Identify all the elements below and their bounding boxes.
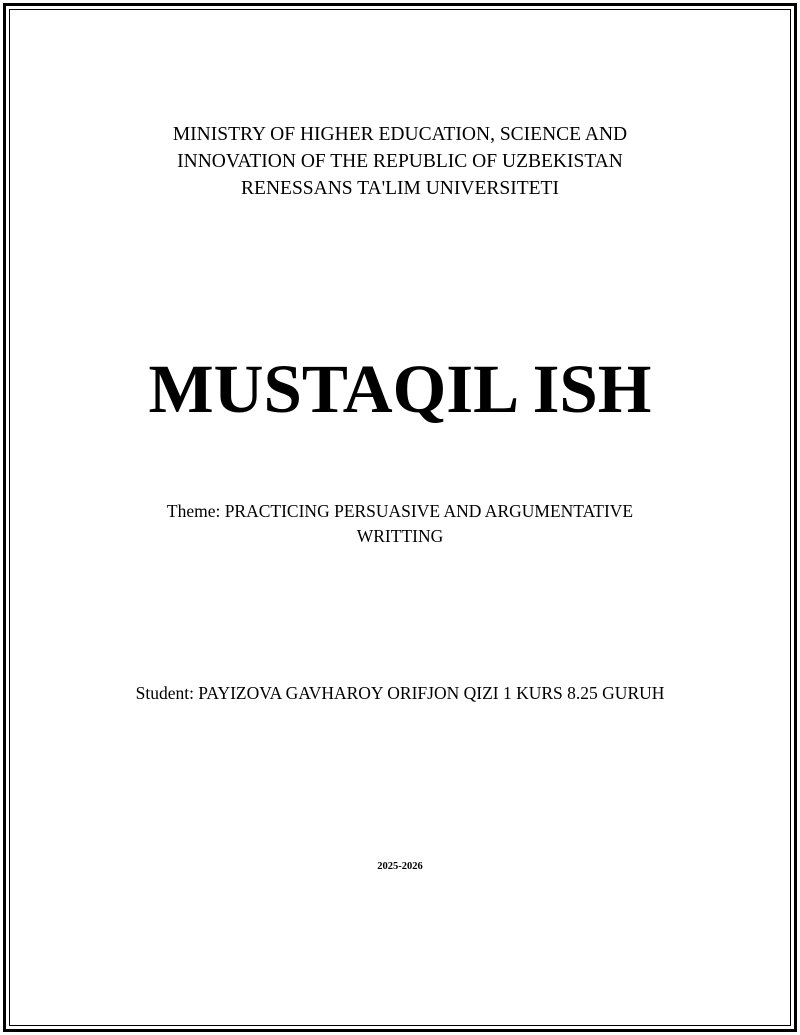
header-line-3: RENESSANS TA'LIM UNIVERSITETI [241,178,559,199]
document-title: MUSTAQIL ISH [148,351,652,427]
header-line-1: MINISTRY OF HIGHER EDUCATION, SCIENCE AND [172,124,628,145]
theme-block [0,499,800,549]
academic-year: 2025-2026 [377,861,423,872]
theme-line-1: Theme: PRACTICING PERSUASIVE AND ARGUMENTATIVE [166,501,634,521]
institution-header [0,121,800,202]
theme-line-2: WRITTING [356,526,444,546]
header-line-2: INNOVATION OF THE REPUBLIC OF UZBEKISTAN [177,151,623,172]
student-info: Student: PAYIZOVA GAVHAROY ORIFJON QIZI 1 KURS 8.25 GURUH [135,683,665,703]
